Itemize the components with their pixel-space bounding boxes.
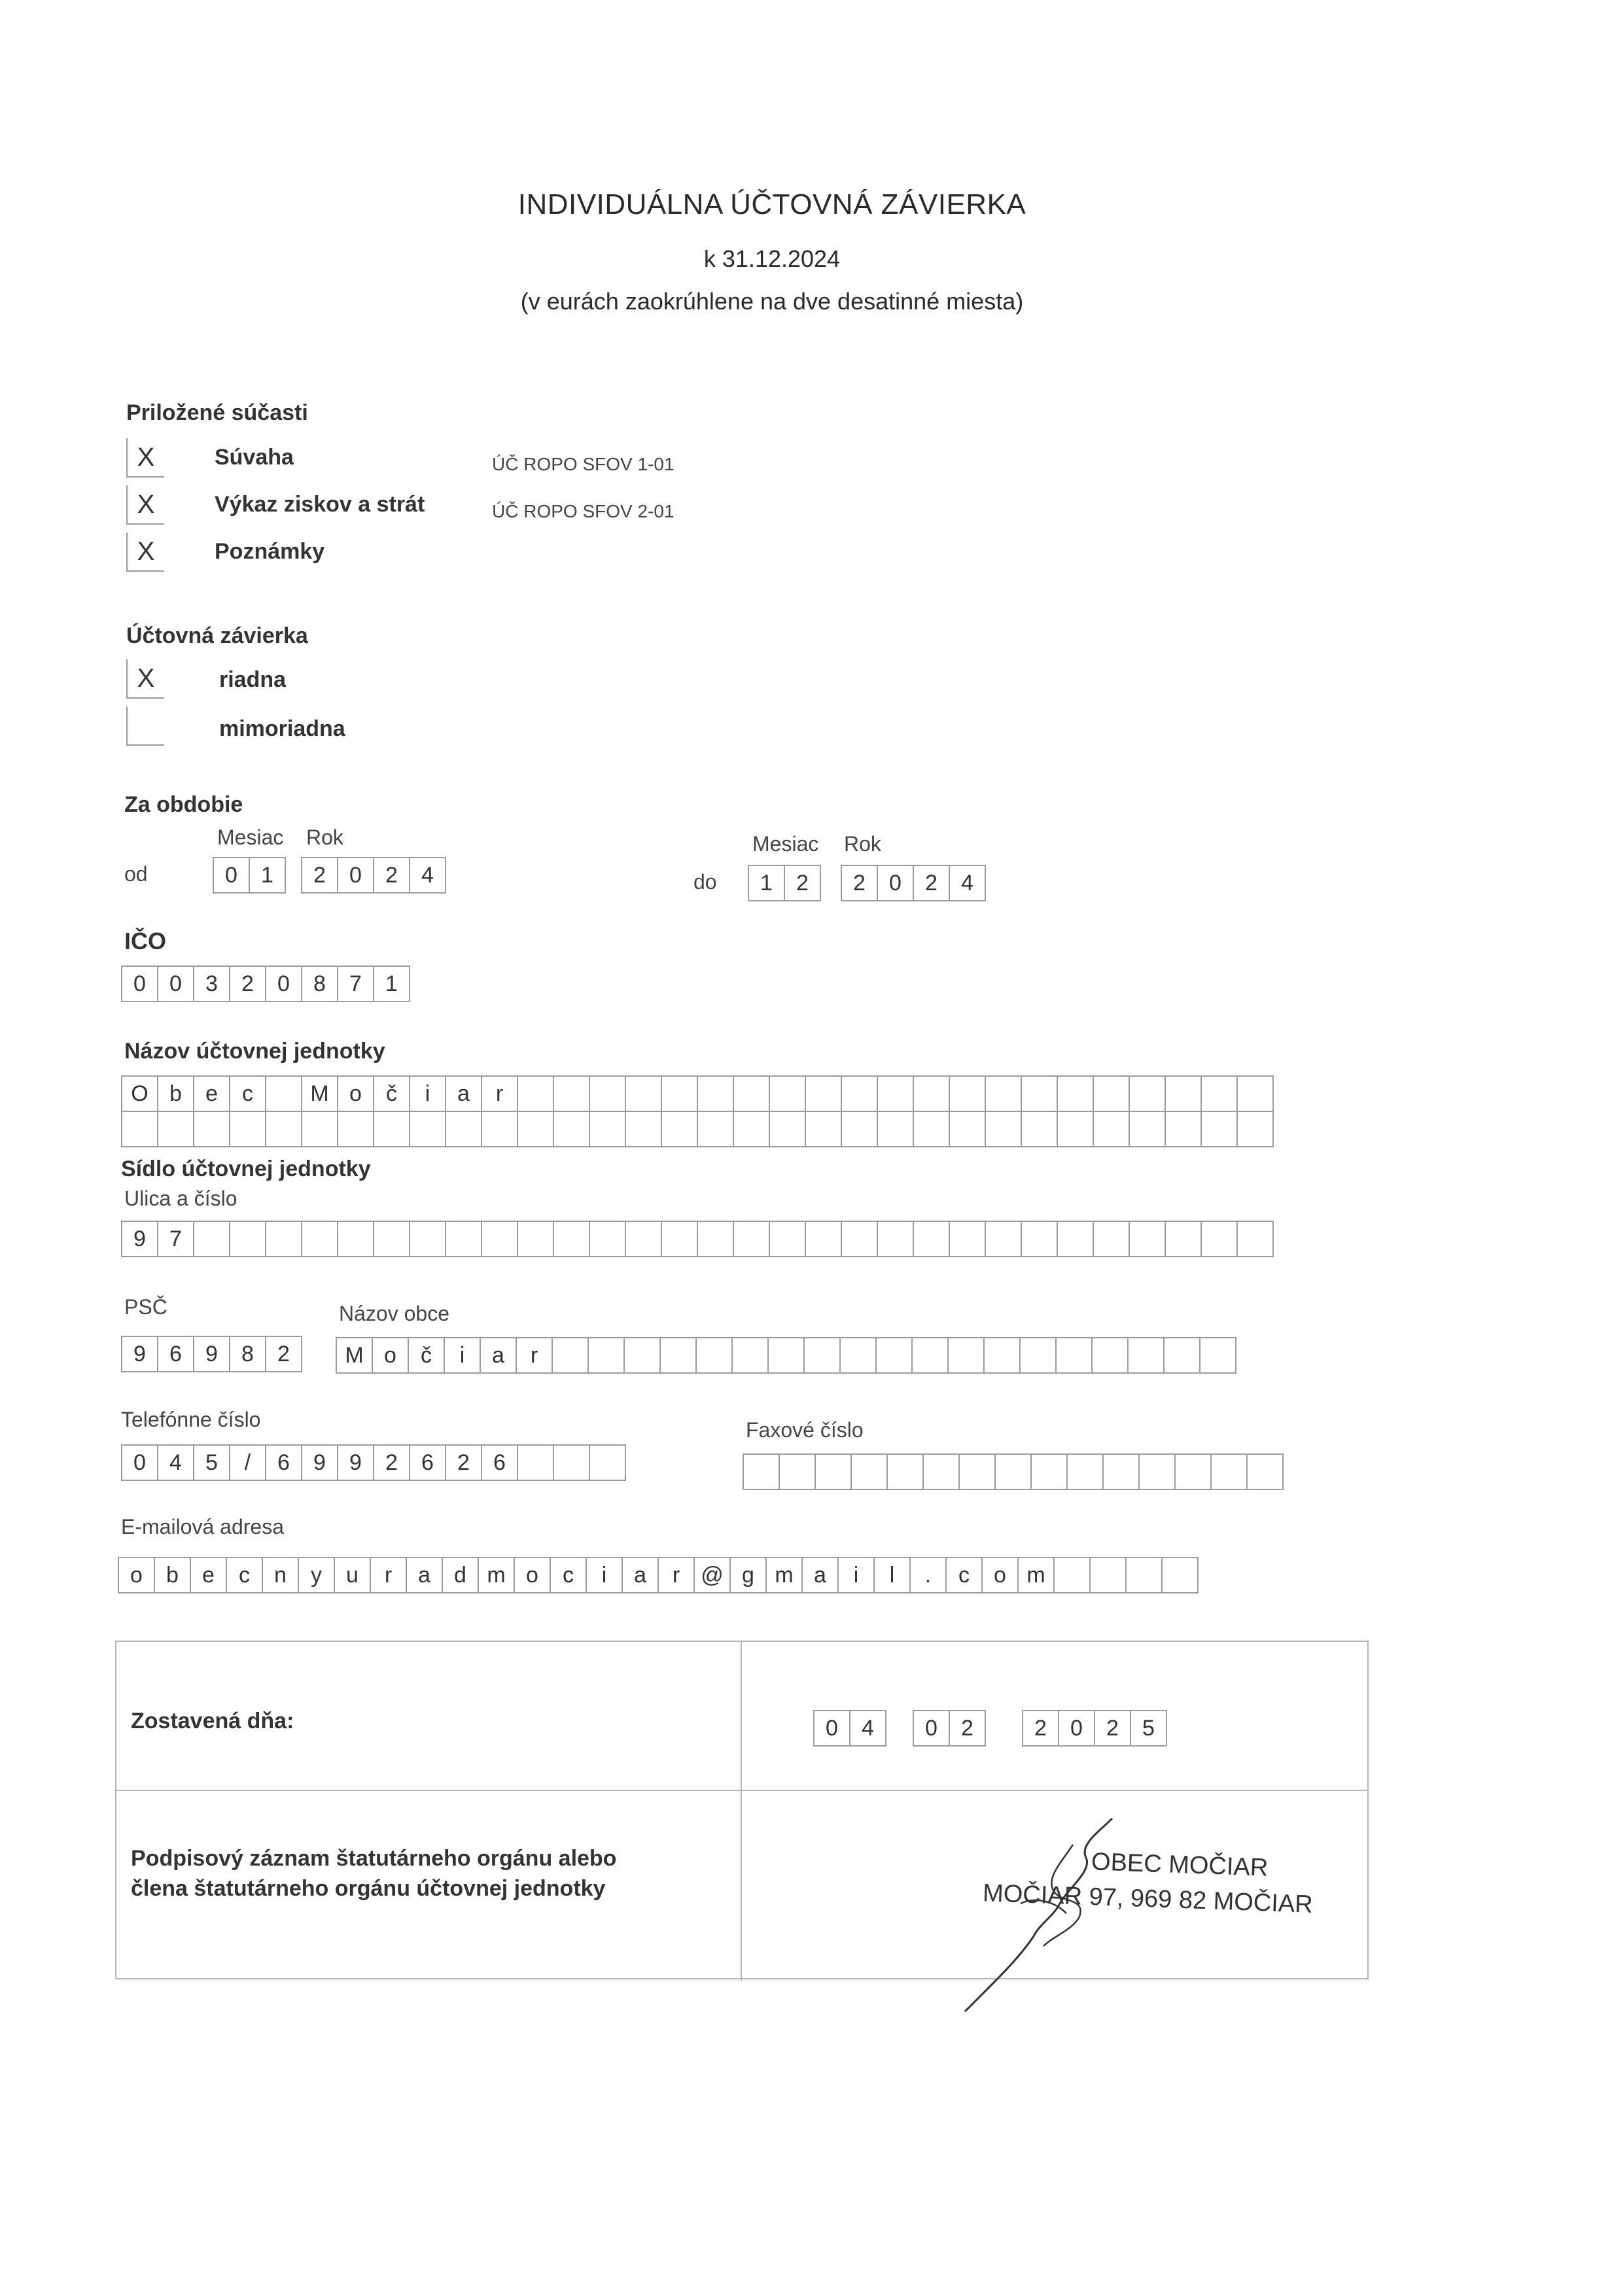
char-cell	[662, 1222, 698, 1256]
digit-cell: 0	[338, 858, 374, 892]
char-cell: 7	[158, 1222, 194, 1256]
char-cell	[842, 1222, 878, 1256]
char-cell	[770, 1077, 806, 1111]
digit-cell: 4	[410, 858, 446, 892]
char-cell	[950, 1222, 986, 1256]
closing-type-heading: Účtovná závierka	[126, 623, 308, 648]
char-cell: d	[443, 1558, 479, 1592]
compiled-day-field[interactable]	[813, 1710, 886, 1747]
char-cell	[374, 1112, 410, 1146]
char-cell	[554, 1077, 590, 1111]
code-vykaz: ÚČ ROPO SFOV 2-01	[492, 501, 675, 521]
digit-cell: 2	[914, 866, 950, 900]
char-cell	[1094, 1077, 1130, 1111]
char-cell	[1130, 1112, 1166, 1146]
period-heading: Za obdobie	[124, 792, 243, 817]
char-cell	[374, 1222, 410, 1256]
char-cell	[554, 1112, 590, 1146]
char-cell	[661, 1338, 697, 1372]
char-cell	[1091, 1558, 1127, 1592]
char-cell	[662, 1077, 698, 1111]
char-cell	[1202, 1112, 1238, 1146]
signature-label-line1: Podpisový záznam štatutárneho orgánu alebo	[131, 1846, 617, 1871]
stamp-line2: MOČIAR 97, 969 82 MOČIAR	[982, 1879, 1314, 1919]
char-cell	[841, 1338, 877, 1372]
char-cell: M	[302, 1077, 338, 1111]
char-cell	[770, 1222, 806, 1256]
char-cell	[733, 1338, 769, 1372]
char-cell: b	[158, 1077, 194, 1111]
to-year-field[interactable]	[841, 865, 986, 901]
from-label: od	[124, 862, 148, 886]
table-divider-horizontal	[116, 1790, 1367, 1791]
digit-cell: 1	[250, 858, 286, 892]
char-cell	[734, 1077, 770, 1111]
char-cell: e	[194, 1077, 230, 1111]
label-riadna: riadna	[219, 667, 287, 692]
fax-label: Faxové číslo	[746, 1418, 864, 1442]
char-cell	[806, 1112, 842, 1146]
char-cell: m	[767, 1558, 803, 1592]
char-cell: 6	[266, 1446, 302, 1480]
char-cell: i	[587, 1558, 623, 1592]
char-cell	[410, 1222, 446, 1256]
char-cell	[1055, 1558, 1091, 1592]
char-cell	[1165, 1338, 1200, 1372]
char-cell	[302, 1112, 338, 1146]
char-cell	[1202, 1222, 1238, 1256]
char-cell	[950, 1112, 986, 1146]
digit-cell: 5	[1131, 1711, 1167, 1745]
char-cell	[194, 1222, 230, 1256]
entity-name-label: Názov účtovnej jednotky	[124, 1039, 385, 1064]
char-cell	[518, 1077, 554, 1111]
char-cell	[1058, 1077, 1094, 1111]
attached-heading: Priložené súčasti	[126, 400, 308, 425]
char-cell: 6	[158, 1337, 194, 1371]
char-cell	[1022, 1077, 1058, 1111]
digit-cell: 3	[194, 967, 230, 1001]
char-cell	[1127, 1558, 1163, 1592]
char-cell: r	[659, 1558, 695, 1592]
char-cell: i	[445, 1338, 481, 1372]
char-cell	[913, 1338, 949, 1372]
char-cell	[986, 1222, 1022, 1256]
char-cell: 9	[302, 1446, 338, 1480]
char-cell	[589, 1338, 625, 1372]
char-cell	[842, 1077, 878, 1111]
char-cell	[410, 1112, 446, 1146]
char-cell	[986, 1112, 1022, 1146]
char-cell	[1130, 1222, 1166, 1256]
char-cell: .	[911, 1558, 947, 1592]
char-cell	[662, 1112, 698, 1146]
document-date: k 31.12.2024	[703, 245, 841, 272]
char-cell: c	[227, 1558, 263, 1592]
char-cell	[482, 1112, 518, 1146]
char-cell: 2	[266, 1337, 302, 1371]
compiled-label: Zostavená dňa:	[131, 1709, 294, 1733]
char-cell	[626, 1077, 662, 1111]
char-cell: r	[517, 1338, 553, 1372]
compiled-month-field[interactable]	[913, 1710, 986, 1747]
char-cell	[626, 1112, 662, 1146]
char-cell: a	[407, 1558, 443, 1592]
char-cell: @	[695, 1558, 731, 1592]
street-field[interactable]	[121, 1221, 1274, 1257]
from-month-field[interactable]	[213, 857, 286, 894]
char-cell: 9	[122, 1222, 158, 1256]
char-cell	[1093, 1338, 1129, 1372]
document-title: INDIVIDUÁLNA ÚČTOVNÁ ZÁVIERKA	[517, 188, 1026, 220]
char-cell: M	[337, 1338, 373, 1372]
psc-label: PSČ	[124, 1295, 167, 1319]
from-year-label: Rok	[306, 826, 343, 849]
digit-cell: 4	[950, 866, 986, 900]
char-cell	[698, 1222, 734, 1256]
stamp-line1: OBEC MOČIAR	[1091, 1848, 1269, 1882]
compiled-year-field[interactable]	[1022, 1710, 1167, 1747]
char-cell	[302, 1222, 338, 1256]
label-suvaha: Súvaha	[215, 445, 294, 470]
char-cell	[1166, 1222, 1202, 1256]
entity-name-row1[interactable]	[121, 1075, 1274, 1112]
digit-cell: 0	[158, 967, 194, 1001]
email-field[interactable]	[118, 1557, 1199, 1593]
char-cell	[806, 1222, 842, 1256]
char-cell	[698, 1112, 734, 1146]
digit-cell: 2	[1095, 1711, 1131, 1745]
char-cell	[1130, 1077, 1166, 1111]
char-cell: a	[481, 1338, 517, 1372]
digit-cell: 0	[914, 1711, 950, 1745]
char-cell: 6	[410, 1446, 446, 1480]
from-year-field[interactable]	[301, 857, 446, 894]
checkbox-vykaz[interactable]: X	[126, 485, 164, 525]
char-cell: 0	[122, 1446, 158, 1480]
char-cell: o	[515, 1558, 551, 1592]
char-cell	[1094, 1112, 1130, 1146]
char-cell: m	[479, 1558, 515, 1592]
char-cell: 9	[194, 1337, 230, 1371]
checkbox-riadna[interactable]: X	[126, 659, 164, 699]
char-cell	[878, 1112, 914, 1146]
char-cell	[877, 1338, 913, 1372]
char-cell	[914, 1112, 950, 1146]
char-cell: r	[371, 1558, 407, 1592]
char-cell	[1176, 1455, 1212, 1489]
char-cell	[194, 1112, 230, 1146]
char-cell: č	[409, 1338, 445, 1372]
char-cell: m	[1019, 1558, 1055, 1592]
to-month-field[interactable]	[748, 865, 821, 901]
char-cell: o	[338, 1077, 374, 1111]
char-cell	[986, 1077, 1022, 1111]
char-cell	[266, 1077, 302, 1111]
to-label: do	[693, 870, 717, 894]
char-cell	[985, 1338, 1021, 1372]
street-label: Ulica a číslo	[124, 1187, 237, 1210]
char-cell	[1202, 1077, 1238, 1111]
char-cell: a	[623, 1558, 659, 1592]
char-cell	[446, 1222, 482, 1256]
seat-label: Sídlo účtovnej jednotky	[121, 1157, 371, 1181]
char-cell	[446, 1112, 482, 1146]
char-cell	[842, 1112, 878, 1146]
char-cell	[734, 1112, 770, 1146]
char-cell: o	[373, 1338, 409, 1372]
char-cell	[1068, 1455, 1104, 1489]
digit-cell: 2	[302, 858, 338, 892]
char-cell: e	[191, 1558, 227, 1592]
char-cell	[338, 1112, 374, 1146]
char-cell	[816, 1455, 852, 1489]
char-cell	[914, 1077, 950, 1111]
char-cell	[1248, 1455, 1284, 1489]
digit-cell: 0	[1059, 1711, 1095, 1745]
digit-cell: 7	[338, 967, 374, 1001]
char-cell	[950, 1077, 986, 1111]
char-cell: č	[374, 1077, 410, 1111]
char-cell	[697, 1338, 733, 1372]
checkbox-mimoriadna[interactable]	[126, 706, 164, 746]
char-cell	[266, 1222, 302, 1256]
char-cell: l	[875, 1558, 911, 1592]
digit-cell: 0	[266, 967, 302, 1001]
digit-cell: 1	[749, 866, 785, 900]
phone-label: Telefónne číslo	[121, 1408, 261, 1431]
char-cell	[888, 1455, 924, 1489]
char-cell	[1238, 1222, 1274, 1256]
ico-field[interactable]	[121, 965, 410, 1002]
char-cell	[1057, 1338, 1093, 1372]
char-cell	[1163, 1558, 1199, 1592]
char-cell	[338, 1222, 374, 1256]
digit-cell: 0	[122, 967, 158, 1001]
digit-cell: 1	[374, 967, 410, 1001]
digit-cell: 2	[230, 967, 266, 1001]
char-cell: 2	[374, 1446, 410, 1480]
digit-cell: 0	[214, 858, 250, 892]
char-cell	[590, 1446, 626, 1480]
char-cell	[698, 1077, 734, 1111]
char-cell	[553, 1338, 589, 1372]
char-cell	[625, 1338, 661, 1372]
label-vykaz: Výkaz ziskov a strát	[215, 492, 425, 517]
char-cell: n	[263, 1558, 299, 1592]
ico-label: IČO	[124, 928, 167, 954]
town-label: Názov obce	[339, 1302, 449, 1325]
checkbox-suvaha[interactable]: X	[126, 438, 164, 478]
char-cell	[924, 1455, 960, 1489]
digit-cell: 0	[815, 1711, 850, 1745]
digit-cell: 8	[302, 967, 338, 1001]
digit-cell: 2	[950, 1711, 986, 1745]
code-suvaha: ÚČ ROPO SFOV 1-01	[492, 454, 675, 474]
char-cell	[1238, 1077, 1274, 1111]
char-cell	[1021, 1338, 1057, 1372]
char-cell: c	[230, 1077, 266, 1111]
char-cell: 5	[194, 1446, 230, 1480]
char-cell	[1094, 1222, 1130, 1256]
char-cell	[1058, 1222, 1094, 1256]
signature-label-line2: člena štatutárneho orgánu účtovnej jednotky	[131, 1876, 606, 1901]
char-cell: u	[335, 1558, 371, 1592]
char-cell: i	[839, 1558, 875, 1592]
char-cell	[949, 1338, 985, 1372]
table-divider-vertical	[741, 1642, 742, 1981]
psc-field[interactable]	[121, 1336, 302, 1372]
char-cell: 6	[482, 1446, 518, 1480]
char-cell: 2	[446, 1446, 482, 1480]
digit-cell: 2	[785, 866, 821, 900]
char-cell	[266, 1112, 302, 1146]
entity-name-row2[interactable]	[121, 1111, 1274, 1147]
char-cell	[744, 1455, 780, 1489]
char-cell	[590, 1077, 626, 1111]
char-cell	[1238, 1112, 1274, 1146]
checkbox-poznamky[interactable]: X	[126, 532, 164, 572]
digit-cell: 0	[878, 866, 914, 900]
char-cell	[734, 1222, 770, 1256]
char-cell: o	[119, 1558, 155, 1592]
to-month-label: Mesiac	[752, 832, 819, 856]
char-cell	[878, 1077, 914, 1111]
char-cell	[1022, 1112, 1058, 1146]
digit-cell: 2	[842, 866, 878, 900]
char-cell: y	[299, 1558, 335, 1592]
char-cell	[590, 1222, 626, 1256]
char-cell	[626, 1222, 662, 1256]
char-cell	[1032, 1455, 1068, 1489]
char-cell	[914, 1222, 950, 1256]
char-cell	[1140, 1455, 1176, 1489]
char-cell	[1129, 1338, 1165, 1372]
char-cell	[1200, 1338, 1236, 1372]
char-cell: 9	[338, 1446, 374, 1480]
char-cell: o	[983, 1558, 1019, 1592]
char-cell	[1058, 1112, 1094, 1146]
char-cell	[482, 1222, 518, 1256]
char-cell: i	[410, 1077, 446, 1111]
char-cell: 9	[122, 1337, 158, 1371]
char-cell: r	[482, 1077, 518, 1111]
digit-cell: 2	[1023, 1711, 1059, 1745]
digit-cell: 4	[850, 1711, 886, 1745]
char-cell	[878, 1222, 914, 1256]
label-mimoriadna: mimoriadna	[219, 716, 345, 741]
char-cell: c	[947, 1558, 983, 1592]
char-cell	[554, 1446, 590, 1480]
char-cell: g	[731, 1558, 767, 1592]
char-cell	[554, 1222, 590, 1256]
char-cell	[1166, 1077, 1202, 1111]
char-cell	[518, 1222, 554, 1256]
to-year-label: Rok	[844, 832, 881, 856]
char-cell	[158, 1112, 194, 1146]
char-cell	[852, 1455, 888, 1489]
town-field[interactable]	[336, 1337, 1236, 1374]
from-month-label: Mesiac	[217, 826, 284, 849]
char-cell	[996, 1455, 1032, 1489]
char-cell	[806, 1077, 842, 1111]
char-cell	[1212, 1455, 1248, 1489]
char-cell: a	[803, 1558, 839, 1592]
char-cell	[1104, 1455, 1140, 1489]
char-cell	[1166, 1112, 1202, 1146]
char-cell: 4	[158, 1446, 194, 1480]
label-poznamky: Poznámky	[215, 539, 325, 564]
char-cell: O	[122, 1077, 158, 1111]
char-cell	[805, 1338, 841, 1372]
email-label: E-mailová adresa	[121, 1515, 284, 1539]
digit-cell: 2	[374, 858, 410, 892]
char-cell: 8	[230, 1337, 266, 1371]
char-cell: a	[446, 1077, 482, 1111]
char-cell	[230, 1112, 266, 1146]
char-cell: /	[230, 1446, 266, 1480]
char-cell	[590, 1112, 626, 1146]
char-cell	[770, 1112, 806, 1146]
char-cell: b	[155, 1558, 191, 1592]
handwritten-signature	[903, 1805, 1165, 2021]
char-cell	[1022, 1222, 1058, 1256]
phone-field[interactable]	[121, 1444, 626, 1481]
char-cell	[518, 1446, 554, 1480]
fax-field[interactable]	[743, 1453, 1284, 1490]
signature-table	[115, 1641, 1369, 1979]
char-cell	[769, 1338, 805, 1372]
currency-note: (v eurách zaokrúhlene na dve desatinné miesta)	[520, 288, 1024, 315]
char-cell	[518, 1112, 554, 1146]
char-cell	[960, 1455, 996, 1489]
char-cell	[122, 1112, 158, 1146]
char-cell	[780, 1455, 816, 1489]
char-cell: c	[551, 1558, 587, 1592]
char-cell	[230, 1222, 266, 1256]
